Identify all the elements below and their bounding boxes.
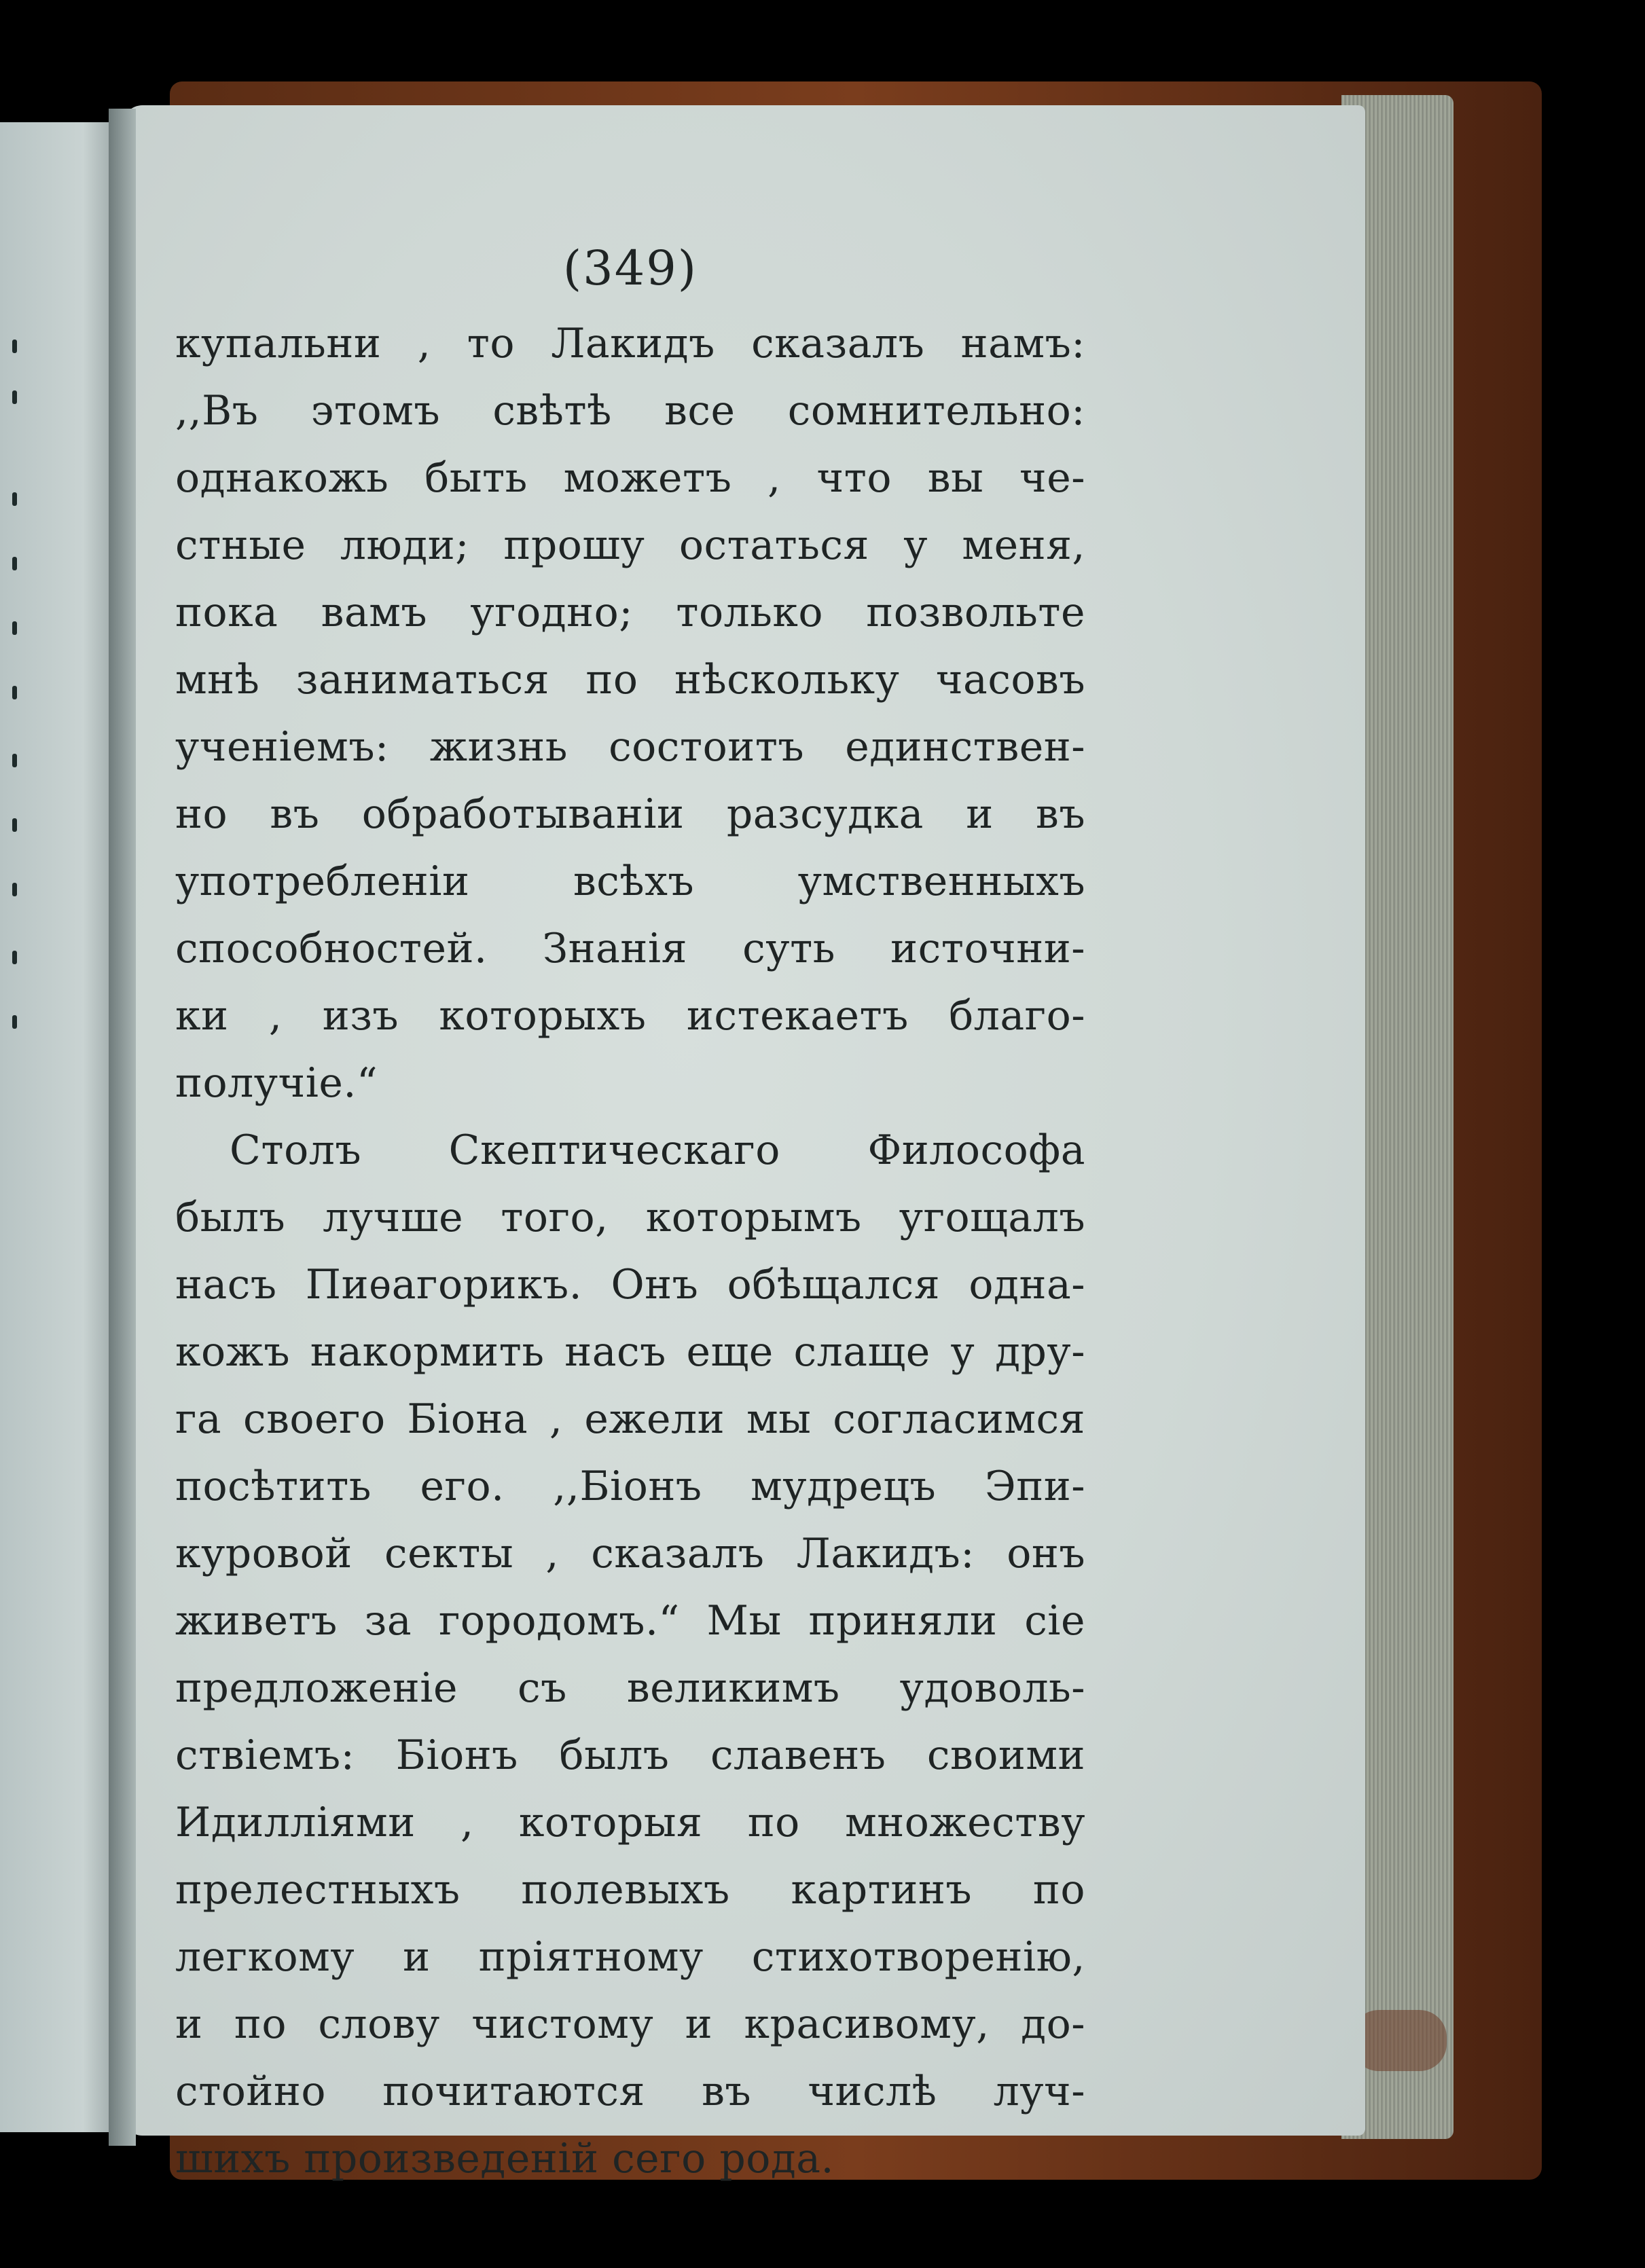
text-line: пока вамъ угодно; только позвольте [175, 589, 1085, 636]
text-line: однакожь быть можетъ , что вы че- [175, 454, 1085, 502]
page-edge-stain [1352, 2010, 1447, 2071]
facing-page-mark [12, 951, 17, 964]
text-line: посѣтить его. ,,Біонъ мудрецъ Эпи- [175, 1463, 1085, 1510]
text-line: былъ лучше того, которымъ угощалъ [175, 1194, 1085, 1241]
text-line: Столъ Скептическаго Философа [230, 1127, 1085, 1174]
text-line: Идилліями , которыя по множеству [175, 1799, 1085, 1846]
facing-page-mark [12, 340, 17, 353]
text-line: га своего Біона , ежели мы согласимся [175, 1395, 1085, 1443]
facing-page-mark [12, 621, 17, 635]
gutter-shadow [109, 109, 136, 2146]
facing-page-mark [12, 754, 17, 767]
text-line: прелестныхъ полевыхъ картинъ по [175, 1866, 1085, 1914]
text-line: стойно почитаются въ числѣ луч- [175, 2068, 1085, 2115]
text-line: легкому и пріятному стихотворенію, [175, 1933, 1085, 1981]
text-line: ученіемъ: жизнь состоитъ единствен- [175, 723, 1085, 771]
text-line: купальни , то Лакидъ сказалъ намъ: [175, 320, 1085, 367]
facing-page-mark [12, 390, 17, 404]
text-line: мнѣ заниматься по нѣскольку часовъ [175, 656, 1085, 703]
text-line: кожъ накормить насъ еще слаще у дру- [175, 1328, 1085, 1376]
text-lines [175, 310, 1085, 2193]
text-line: ки , изъ которыхъ истекаетъ благо- [175, 992, 1085, 1040]
text-line: способностей. Знанія суть источни- [175, 925, 1085, 972]
text-line: куровой секты , сказалъ Лакидъ: онъ [175, 1530, 1085, 1577]
facing-page-edge [0, 122, 119, 2132]
text-line: насъ Пиѳагорикъ. Онъ обѣщался одна- [175, 1261, 1085, 1309]
facing-page-mark [12, 686, 17, 699]
text-line: стные люди; прошу остаться у меня, [175, 522, 1085, 569]
text-line: предложеніе съ великимъ удоволь- [175, 1664, 1085, 1712]
text-line: но въ обработываніи разсудка и въ [175, 790, 1085, 838]
facing-page-mark [12, 492, 17, 506]
text-line: шихъ произведеній сего рода. [175, 2135, 835, 2182]
facing-page-marks [0, 122, 119, 2132]
text-line: ствіемъ: Біонъ былъ славенъ своими [175, 1732, 1085, 1779]
facing-page-mark [12, 883, 17, 896]
text-line: ,,Въ этомъ свѣтѣ все сомнительно: [175, 387, 1085, 435]
page-number: (349) [562, 240, 698, 296]
text-line: и по слову чистому и красивому, до- [175, 2000, 1085, 2048]
text-line: живетъ за городомъ.“ Мы приняли сіе [175, 1597, 1085, 1645]
facing-page-mark [12, 557, 17, 570]
facing-page-mark [12, 818, 17, 832]
text-line: употребленіи всѣхъ умственныхъ [175, 858, 1085, 905]
text-line: получіе.“ [175, 1059, 378, 1107]
facing-page-mark [12, 1015, 17, 1029]
